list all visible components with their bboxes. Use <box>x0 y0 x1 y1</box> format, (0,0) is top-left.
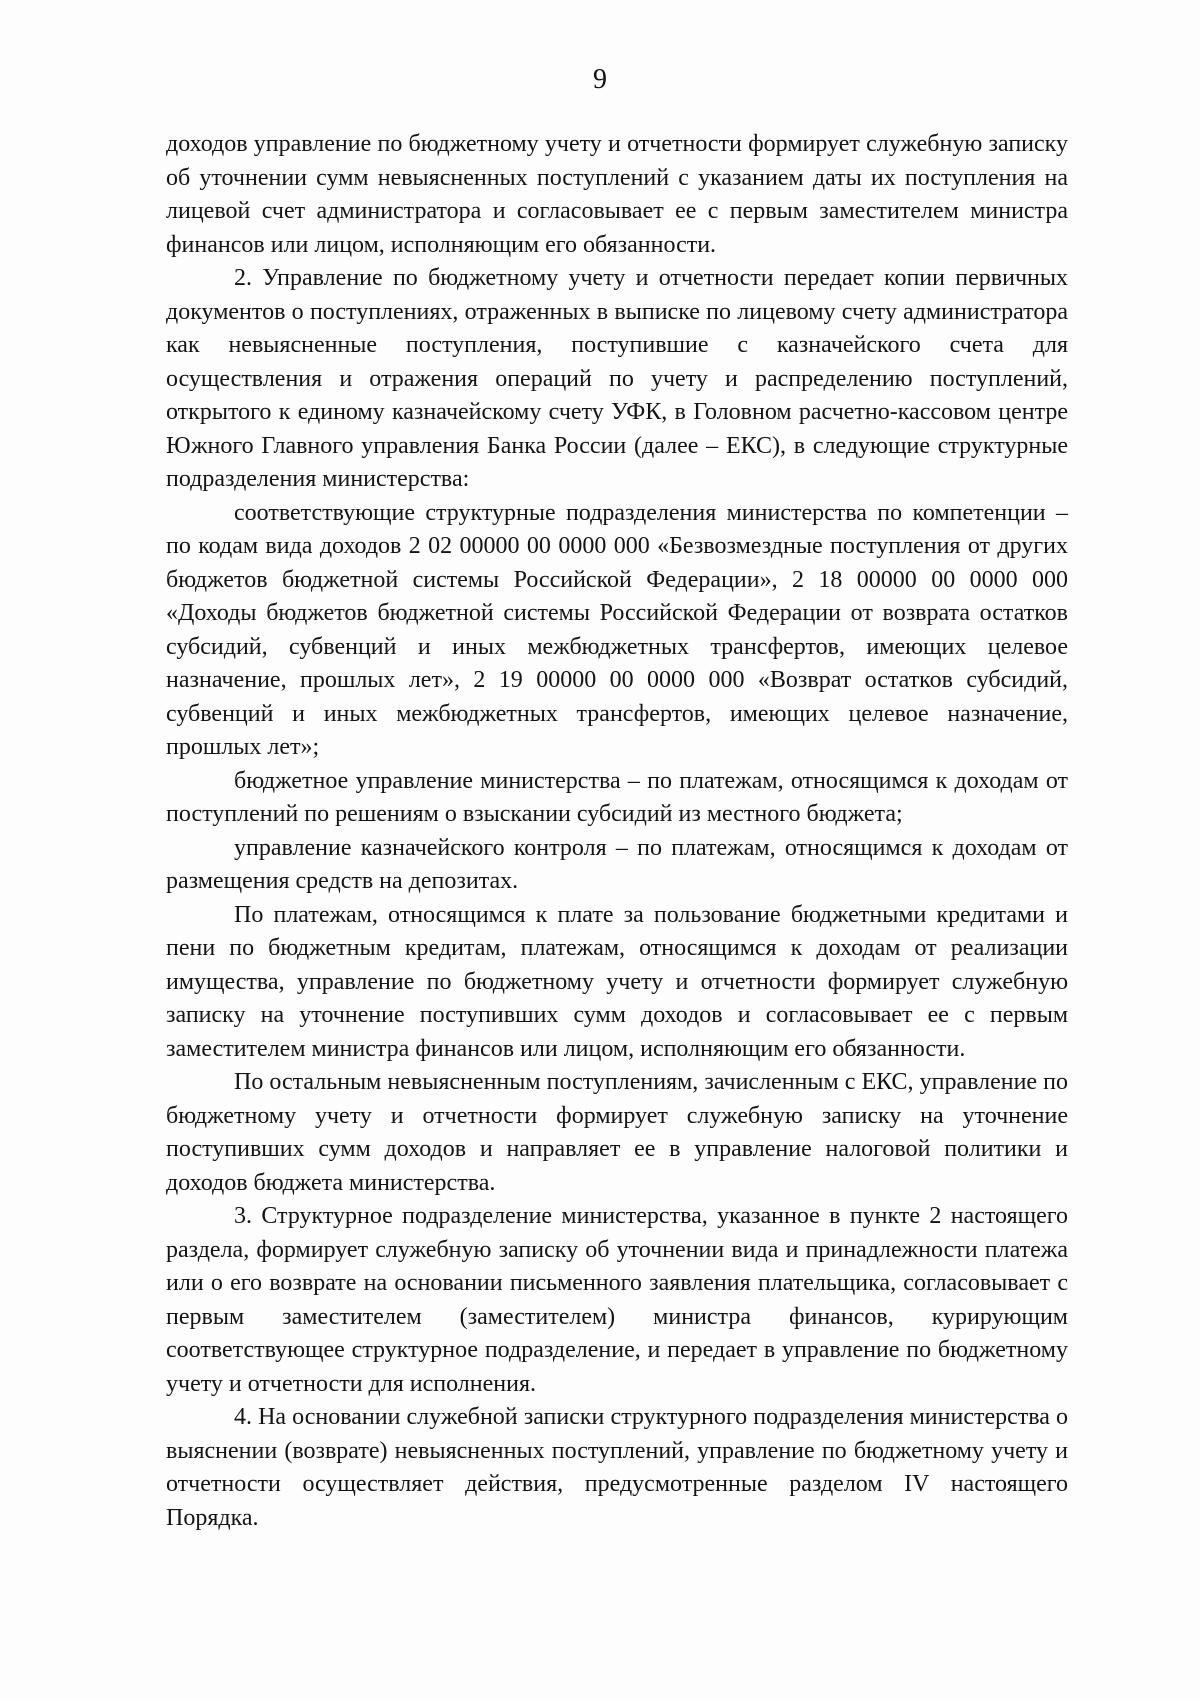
paragraph-item-4: 4. На основании служебной записки структурного подразделения министерства о выяснении (возврате) невыясненных поступлений, управление по бюджетному учету и отчетности осуществляет действия, предусмотренные разделом IV настоящего Порядка. <box>166 1404 1068 1531</box>
paragraph-other-receipts: По остальным невыясненным поступлениям, зачисленным с ЕКС, управление по бюджетному учету и отчетности формирует служебную записку на уточнение поступивших сумм доходов и направляет ее в управление налоговой политики и доходов бюджета министерства. <box>166 1069 1068 1196</box>
paragraph-item-2: 2. Управление по бюджетному учету и отчетности передает копии первичных документов о поступлениях, отраженных в выписке по лицевому счету администратора как невыясненные поступления, поступившие с казначейского счета для осуществления и отражения операций по учету и распределению поступлений, открытого к единому казначейскому счету УФК, в Головном расчетно-кассовом центре Южного Главного управления Банка России (далее – ЕКС), в следующие структурные подразделения министерства: <box>166 265 1068 492</box>
document-body <box>166 128 1068 1535</box>
paragraph-treasury-control: управление казначейского контроля – по платежам, относящимся к доходам от размещения средств на депозитах. <box>166 834 1068 894</box>
page-number: 9 <box>593 64 607 95</box>
paragraph-credit-payments: По платежам, относящимся к плате за пользование бюджетными кредитами и пени по бюджетным кредитам, платежам, относящимся к доходам от реализации имущества, управление по бюджетному учету и отчетности формирует служебную записку на уточнение поступивших сумм доходов и согласовывает ее с первым заместителем министра финансов или лицом, исполняющим его обязанности. <box>166 901 1068 1062</box>
paragraph-continuation: доходов управление по бюджетному учету и отчетности формирует служебную записку об уточнении сумм невыясненных поступлений с указанием даты их поступления на лицевой счет администратора и согласовывает ее с первым заместителем министра финансов или лицом, исполняющим его обязанности. <box>166 131 1068 258</box>
paragraph-budget-department: бюджетное управление министерства – по платежам, относящимся к доходам от поступлений по решениям о взыскании субсидий из местного бюджета; <box>166 767 1068 827</box>
paragraph-competence-units: соответствующие структурные подразделения министерства по компетенции – по кодам вида доходов 2 02 00000 00 0000 000 «Безвозмездные поступления от других бюджетов бюджетной системы Российской Федерации», 2 18 00000 00 0000 000 «Доходы бюджетов бюджетной системы Российской Федерации от возврата остатков субсидий, субвенций и иных межбюджетных трансфертов, имеющих целевое назначение, прошлых лет», 2 19 00000 00 0000 000 «Возврат остатков субсидий, субвенций и иных межбюджетных трансфертов, имеющих целевое назначение, прошлых лет»; <box>166 499 1068 760</box>
paragraph-item-3: 3. Структурное подразделение министерства, указанное в пункте 2 настоящего раздела, формирует служебную записку об уточнении вида и принадлежности платежа или о его возврате на основании письменного заявления плательщика, согласовывает с первым заместителем (заместителем) министра финансов, курирующим соответствующее структурное подразделение, и передает в управление по бюджетному учету и отчетности для исполнения. <box>166 1203 1068 1397</box>
